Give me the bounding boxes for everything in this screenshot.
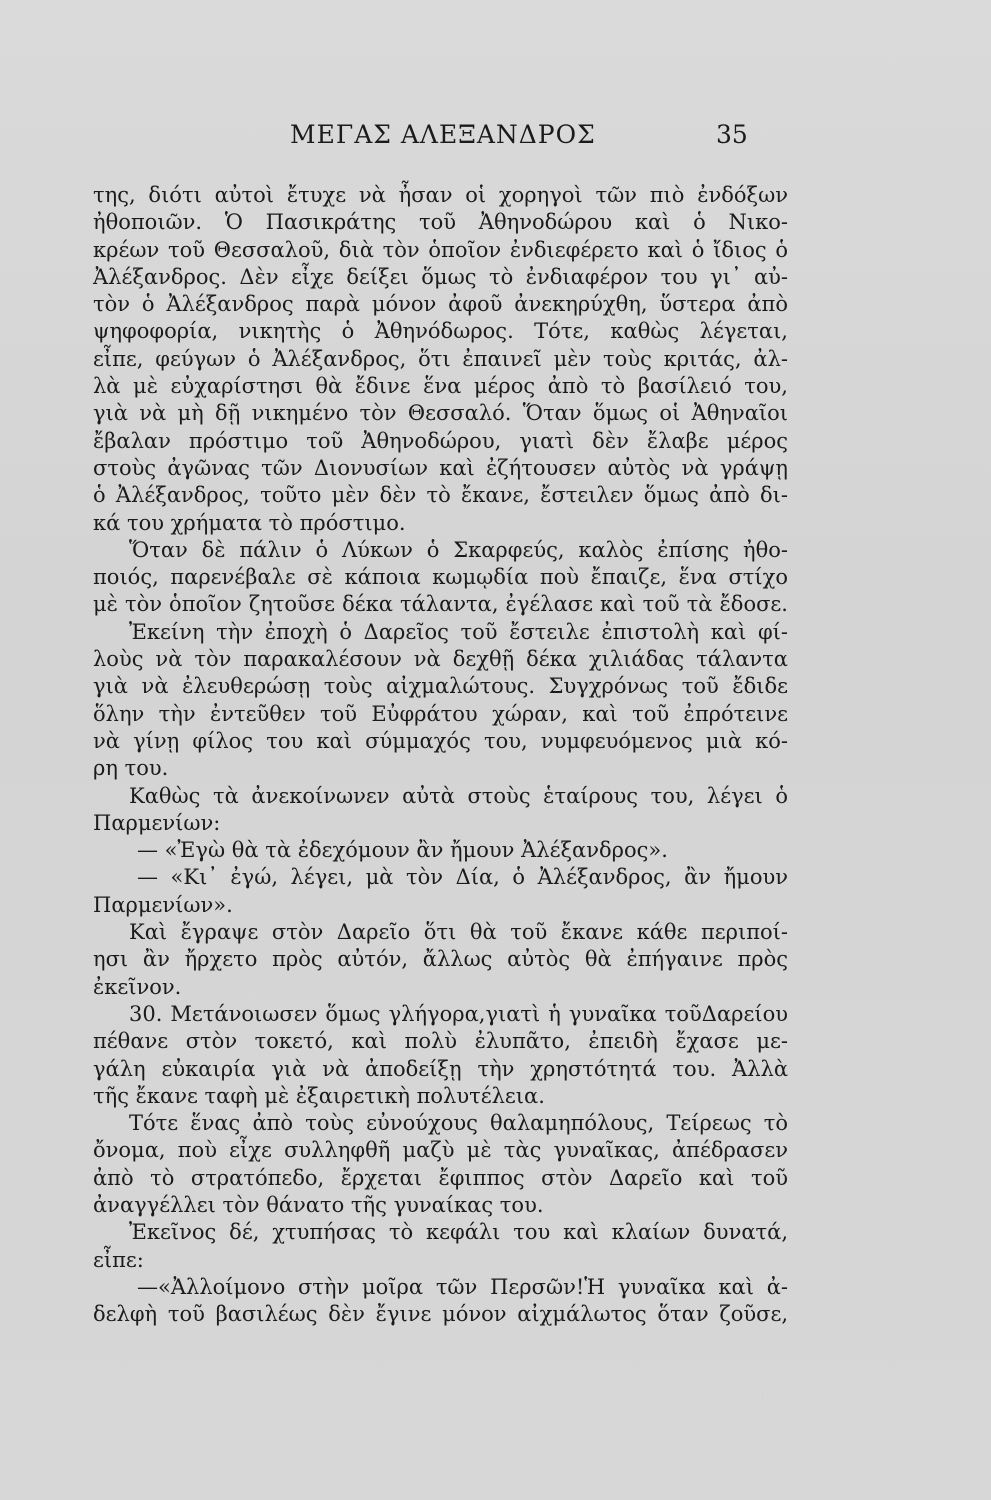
text-line: ποιός, παρενέβαλε σὲ κάποια κωμῳδία ποὺ ἔπαιζε, ἕνα στίχο [93, 565, 788, 590]
paragraph-first-line: Ὅταν δὲ πάλιν ὁ Λύκων ὁ Σκαρφεύς, καλὸς ἐπίσης ἠθο- [129, 537, 788, 562]
dialogue-line: — «Κι᾿ ἐγώ, λέγει, μὰ τὸν Δία, ὁ Ἀλέξανδρος, ἂν ἤμουν [137, 865, 788, 890]
section-first-line: 30. Μετάνοιωσεν ὅμως γλήγορα,γιατὶ ἡ γυναῖκα τοῦΔαρείου [129, 1001, 788, 1026]
paragraph-first-line: Καθὼς τὰ ἀνεκοίνωνεν αὐτὰ στοὺς ἑταίρους του, λέγει ὁ [129, 783, 788, 808]
body-text [93, 182, 788, 1328]
dialogue-line: —«Ἀλλοίμονο στὴν μοῖρα τῶν Περσῶν!Ἡ γυναῖκα καὶ ἀ- [137, 1274, 788, 1299]
text-line: γιὰ νὰ ἐλευθερώσῃ τοὺς αἰχμαλώτους. Συγχρόνως τοῦ ἔδιδε [93, 674, 788, 699]
page-number: 35 [716, 120, 748, 149]
text-line: δελφὴ τοῦ βασιλέως δὲν ἔγινε μόνον αἰχμάλωτος ὅταν ζοῦσε, [93, 1302, 788, 1327]
text-line: ὅλην τὴν ἐντεῦθεν τοῦ Εὐφράτου χώραν, καὶ τοῦ ἐπρότεινε [93, 701, 788, 726]
text-line: ἀπὸ τὸ στρατόπεδο, ἔρχεται ἔφιππος στὸν Δαρεῖο καὶ τοῦ [93, 1165, 788, 1190]
text-line: λοὺς νὰ τὸν παρακαλέσουν νὰ δεχθῇ δέκα χιλιάδας τάλαντα [93, 647, 788, 672]
dialogue-line: — «Ἐγὼ θὰ τὰ ἐδεχόμουν ἂν ἤμουν Ἀλέξανδρος». [137, 838, 668, 863]
text-line: Παρμενίων: [93, 810, 221, 835]
paragraph-first-line: Τότε ἕνας ἀπὸ τοὺς εὐνούχους θαλαμηπόλους, Τείρεως τὸ [129, 1111, 788, 1136]
running-title: ΜΕΓΑΣ ΑΛΕΞΑΝΔΡΟΣ [290, 120, 596, 149]
paragraph-first-line: Ἐκείνη τὴν ἐποχὴ ὁ Δαρεῖος τοῦ ἔστειλε ἐπιστολὴ καὶ φί- [129, 619, 788, 644]
text-line: τῆς ἔκανε ταφὴ μὲ ἐξαιρετικὴ πολυτέλεια. [93, 1083, 545, 1108]
paragraph-first-line: Ἐκεῖνος δέ, χτυπήσας τὸ κεφάλι του καὶ κλαίων δυνατά, [129, 1220, 788, 1245]
text-line: στοὺς ἀγῶνας τῶν Διονυσίων καὶ ἐζήτουσεν αὐτὸς νὰ γράψῃ [93, 455, 788, 480]
text-line: ἠθοποιῶν. Ὁ Πασικράτης τοῦ Ἀθηνοδώρου καὶ ὁ Νικο- [93, 210, 788, 235]
text-line: Ἀλέξανδρος. Δὲν εἶχε δείξει ὅμως τὸ ἐνδιαφέρον του γι᾿ αὐ- [93, 264, 788, 289]
text-line: Παρμενίων». [93, 892, 233, 917]
text-line: γάλη εὐκαιρία γιὰ νὰ ἀποδείξῃ τὴν χρηστότητά του. Ἀλλὰ [93, 1056, 788, 1081]
text-line: ἀναγγέλλει τὸν θάνατο τῆς γυναίκας του. [93, 1192, 544, 1217]
text-line: τὸν ὁ Ἀλέξανδρος παρὰ μόνον ἀφοῦ ἀνεκηρύχθη, ὕστερα ἀπὸ [93, 292, 788, 317]
text-line: ψηφοφορία, νικητὴς ὁ Ἀθηνόδωρος. Τότε, καθὼς λέγεται, [93, 319, 788, 344]
text-line: κά του χρήματα τὸ πρόστιμο. [93, 510, 406, 535]
page-header [0, 120, 991, 160]
text-line: νὰ γίνῃ φίλος του καὶ σύμμαχός του, νυμφευόμενος μιὰ κό- [93, 728, 788, 753]
text-line: ὁ Ἀλέξανδρος, τοῦτο μὲν δὲν τὸ ἔκανε, ἔστειλεν ὅμως ἀπὸ δι- [93, 483, 788, 508]
text-line: ησι ἂν ἤρχετο πρὸς αὐτόν, ἄλλως αὐτὸς θὰ ἐπήγαινε πρὸς [93, 947, 788, 972]
text-line: εἶπε, φεύγων ὁ Ἀλέξανδρος, ὅτι ἐπαινεῖ μὲν τοὺς κριτάς, ἀλ- [93, 346, 788, 371]
text-line: της, διότι αὐτοὶ ἔτυχε νὰ ἦσαν οἱ χορηγοὶ τῶν πιὸ ἐνδόξων [93, 183, 788, 207]
text-line: κρέων τοῦ Θεσσαλοῦ, διὰ τὸν ὁποῖον ἐνδιεφέρετο καὶ ὁ ἴδιος ὁ [93, 237, 788, 262]
text-line: λὰ μὲ εὐχαρίστησι θὰ ἔδινε ἕνα μέρος ἀπὸ τὸ βασίλειό του, [93, 374, 788, 399]
text-line: ἔβαλαν πρόστιμο τοῦ Ἀθηνοδώρου, γιατὶ δὲν ἔλαβε μέρος [93, 428, 788, 453]
text-line: μὲ τὸν ὁποῖον ζητοῦσε δέκα τάλαντα, ἐγέλασε καὶ τοῦ τὰ ἔδοσε. [93, 592, 788, 617]
text-line: ρη του. [93, 756, 169, 781]
text-line: εἶπε: [93, 1247, 144, 1272]
text-line: ἐκεῖνον. [93, 974, 182, 999]
text-line: ὄνομα, ποὺ εἶχε συλληφθῆ μαζὺ μὲ τὰς γυναῖκας, ἀπέδρασεν [93, 1138, 788, 1163]
text-line: γιὰ νὰ μὴ δῇ νικημένο τὸν Θεσσαλό. Ὅταν ὅμως οἱ Ἀθηναῖοι [93, 401, 788, 426]
paragraph-first-line: Καὶ ἔγραψε στὸν Δαρεῖο ὅτι θὰ τοῦ ἔκανε κάθε περιποί- [129, 920, 788, 945]
text-line: πέθανε στὸν τοκετό, καὶ πολὺ ἐλυπᾶτο, ἐπειδὴ ἔχασε με- [93, 1029, 788, 1054]
